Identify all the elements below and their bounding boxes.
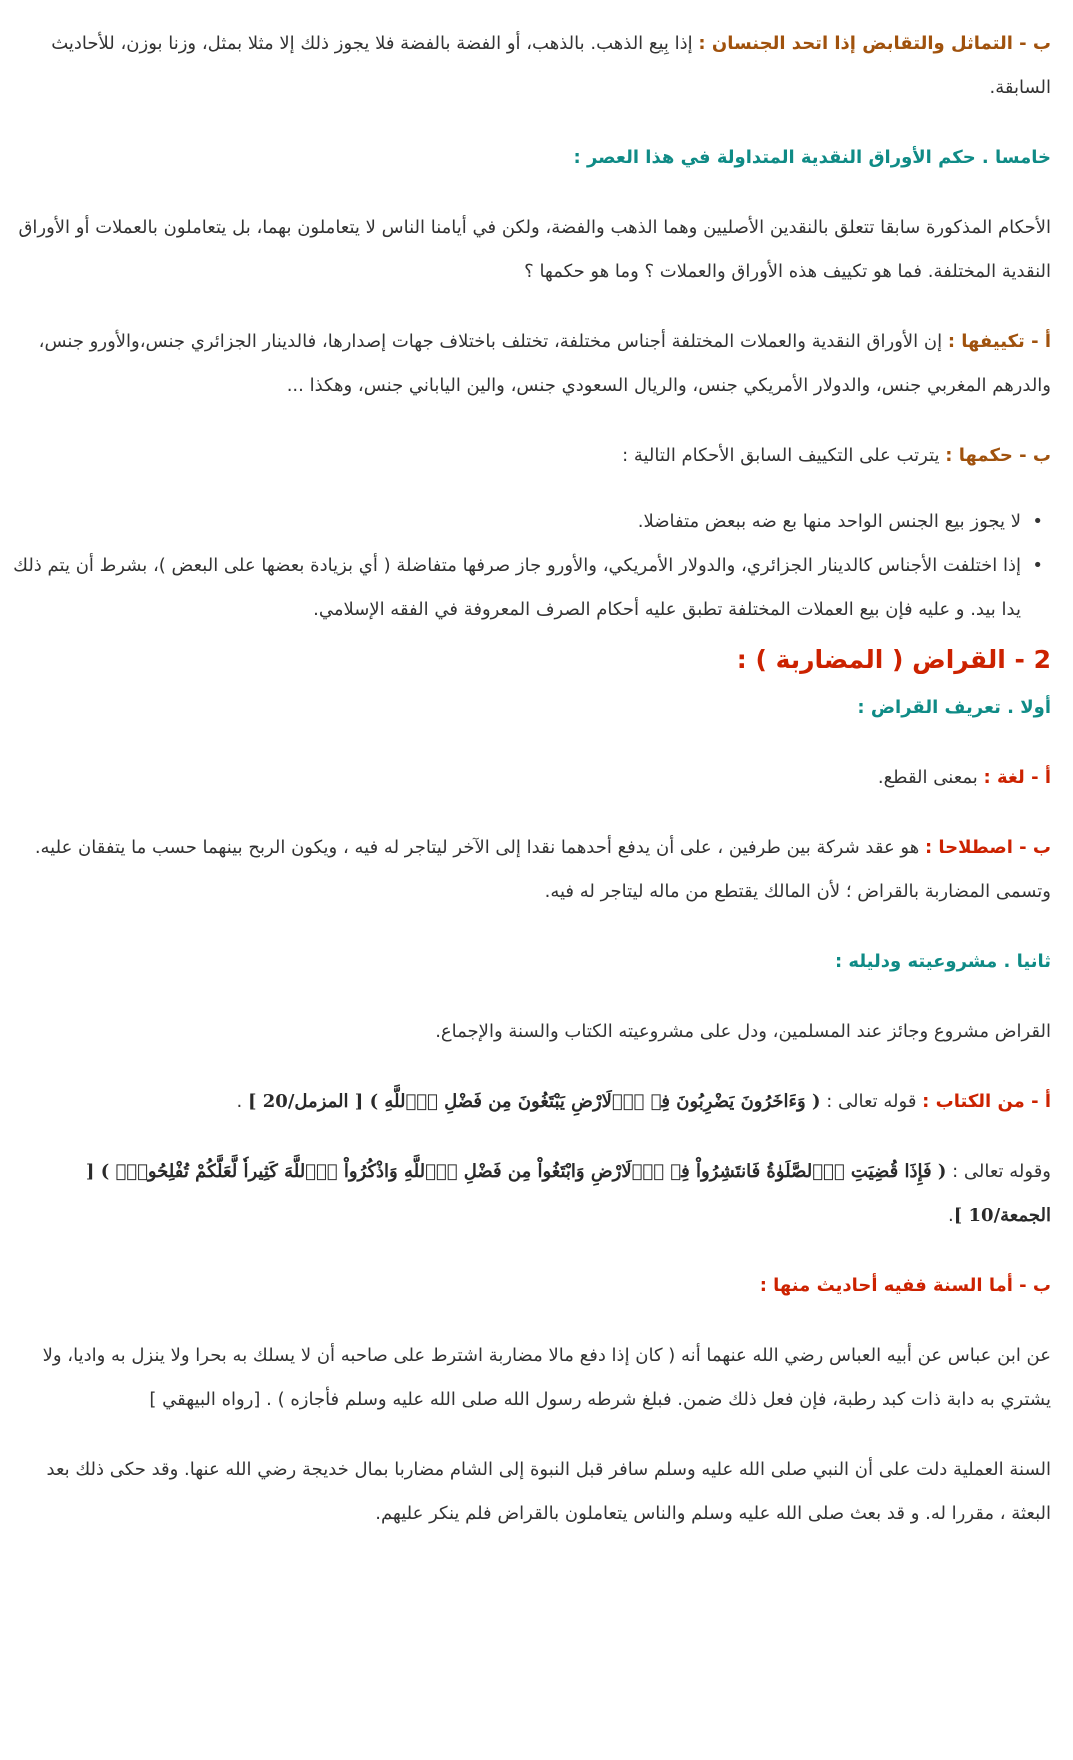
list-item-text: لا يجوز بيع الجنس الواحد منها بع ضه ببعض متفاضلا. xyxy=(637,511,1021,532)
thaniyan-label: ثانيا . مشروعيته ودليله : xyxy=(834,951,1051,972)
takyifuha-label: أ - تكييفها : xyxy=(947,331,1051,352)
takyifuha-text: إن الأوراق النقدية والعملات المختلفة أجناس مختلفة، تختلف باختلاف جهات إصدارها، فالدينار الجزائري جنس،والأورو جنس، والدرهم المغربي جنس، والدولار الأمريكي جنس، والريال السعودي جنس، والين الياباني جنس، وهكذا ... xyxy=(38,331,1051,396)
min-alkitab-label: أ - من الكتاب : xyxy=(922,1091,1051,1112)
istilahan-label: ب - اصطلاحا : xyxy=(924,837,1051,858)
sunna-heading xyxy=(12,1264,1051,1308)
awwalan-heading xyxy=(12,686,1051,730)
thaniyan-heading xyxy=(12,940,1051,984)
second-verse-text: وقوله تعالى : xyxy=(946,1161,1051,1182)
min-alkitab-end: . xyxy=(236,1091,248,1112)
sunna-label: ب - أما السنة ففيه أحاديث منها : xyxy=(759,1275,1051,1296)
hukmuha-label: ب - حكمها : xyxy=(945,445,1051,466)
hukmuha-paragraph xyxy=(12,434,1051,478)
section2-title: 2 - القراض ( المضاربة ) : xyxy=(736,645,1051,674)
min-alkitab-paragraph xyxy=(12,1080,1051,1124)
second-verse-end: . xyxy=(947,1205,954,1226)
tamathul-text: إذا بِيع الذهب. بالذهب، أو الفضة بالفضة فلا يجوز ذلك إلا مثلا بمثل، وزنا بوزن، للأحاديث السابقة. xyxy=(51,33,1051,98)
quran-verse-jumuah: ( فَإِذَا قُضِيَتِ اِ۬لصَّلَوٰةُ فَانتَشِرُواْ فِے اِ۬لَارْضِ وَابْتَغُواْ مِن فَضْلِ اِ۬للَّهِ وَاذْكُرُواْ اُ۬للَّهَ كَثِيراٗ لَّعَلَّكُمْ تُفْلِحُونَۖ ) [ الجمعة/10 ] xyxy=(85,1161,1051,1226)
khamisan-heading xyxy=(12,136,1051,180)
min-alkitab-text: قوله تعالى : xyxy=(820,1091,923,1112)
awwalan-label: أولا . تعريف القراض : xyxy=(857,697,1051,718)
quran-verse-muzzammil: ( وَءَاخَرُونَ يَضْرِبُونَ فِے اِ۬لَارْضِ يَبْتَغُونَ مِن فَضْلِ اِ۬للَّهِ ) [ المزمل/20 ] xyxy=(247,1091,821,1112)
list-item: • لا يجوز بيع الجنس الواحد منها بع ضه ببعض متفاضلا. xyxy=(637,511,1043,532)
tamathul-label: ب - التماثل والتقابض إذا اتحد الجنسان : xyxy=(698,33,1051,54)
istilahan-paragraph xyxy=(12,826,1051,914)
tamathul-paragraph xyxy=(12,22,1051,110)
intro-paragraph: الأحكام المذكورة سابقا تتعلق بالنقدين الأصليين وهما الذهب والفضة، ولكن في أيامنا الناس لا يتعاملون بهما، بل يتعاملون بالعملات أو الأوراق النقدية المختلفة. فما هو تكييف هذه الأوراق والعملات ؟ وما هو حكمها ؟ xyxy=(18,217,1051,282)
khamisan-label: خامسا . حكم الأوراق النقدية المتداولة في هذا العصر : xyxy=(573,147,1051,168)
list-item: • إذا اختلفت الأجناس كالدينار الجزائري، والدولار الأمريكي، والأورو جاز صرفها متفاضلة ( أي بزيادة بعضها على البعض )، بشرط أن يتم ذلك يدا بيد. و عليه فإن بيع العملات المختلفة تطبق عليه أحكام الصرف المعروفة في الفقه الإسلامي. xyxy=(13,555,1043,620)
lughatan-text: بمعنى القطع. xyxy=(877,767,984,788)
istilahan-text: هو عقد شركة بين طرفين ، على أن يدفع أحدهما نقدا إلى الآخر ليتاجر له فيه ، ويكون الربح بينهما حسب ما يتفقان عليه. وتسمى المضاربة بالقراض ؛ لأن المالك يقتطع من ماله ليتاجر له فيه. xyxy=(34,837,1051,902)
practical-sunna-paragraph: السنة العملية دلت على أن النبي صلى الله عليه وسلم سافر قبل النبوة إلى الشام مضاربا بمال خديجة رضي الله عنها. وقد حكى ذلك بعد البعثة ، مقررا له. و قد بعث صلى الله عليه وسلم والناس يتعاملون بالقراض فلم ينكر عليهم. xyxy=(46,1459,1051,1524)
takyifuha-paragraph xyxy=(12,320,1051,408)
mashruiyya-paragraph: القراض مشروع وجائز عند المسلمين، ودل على مشروعيته الكتاب والسنة والإجماع. xyxy=(435,1021,1051,1042)
lughatan-paragraph xyxy=(12,756,1051,800)
second-verse-paragraph xyxy=(12,1150,1051,1238)
lughatan-label: أ - لغة : xyxy=(983,767,1051,788)
list-item-text: إذا اختلفت الأجناس كالدينار الجزائري، والدولار الأمريكي، والأورو جاز صرفها متفاضلة ( أي بزيادة بعضها على البعض )، بشرط أن يتم ذلك يدا بيد. و عليه فإن بيع العملات المختلفة تطبق عليه أحكام الصرف المعروفة في الفقه الإسلامي. xyxy=(13,555,1021,620)
rulings-list xyxy=(12,500,1051,632)
hukmuha-text: يترتب على التكييف السابق الأحكام التالية : xyxy=(622,445,946,466)
hadith-paragraph: عن ابن عباس عن أبيه العباس رضي الله عنهما أنه ( كان إذا دفع مالا مضاربة اشترط على صاحبه أن لا يسلك به بحرا ولا ينزل به واديا، ولا يشتري به دابة ذات كبد رطبة، فإن فعل ذلك ضمن. فبلغ شرطه رسول الله صلى الله عليه وسلم فأجازه ) . [رواه البيهقي ] xyxy=(42,1345,1051,1410)
